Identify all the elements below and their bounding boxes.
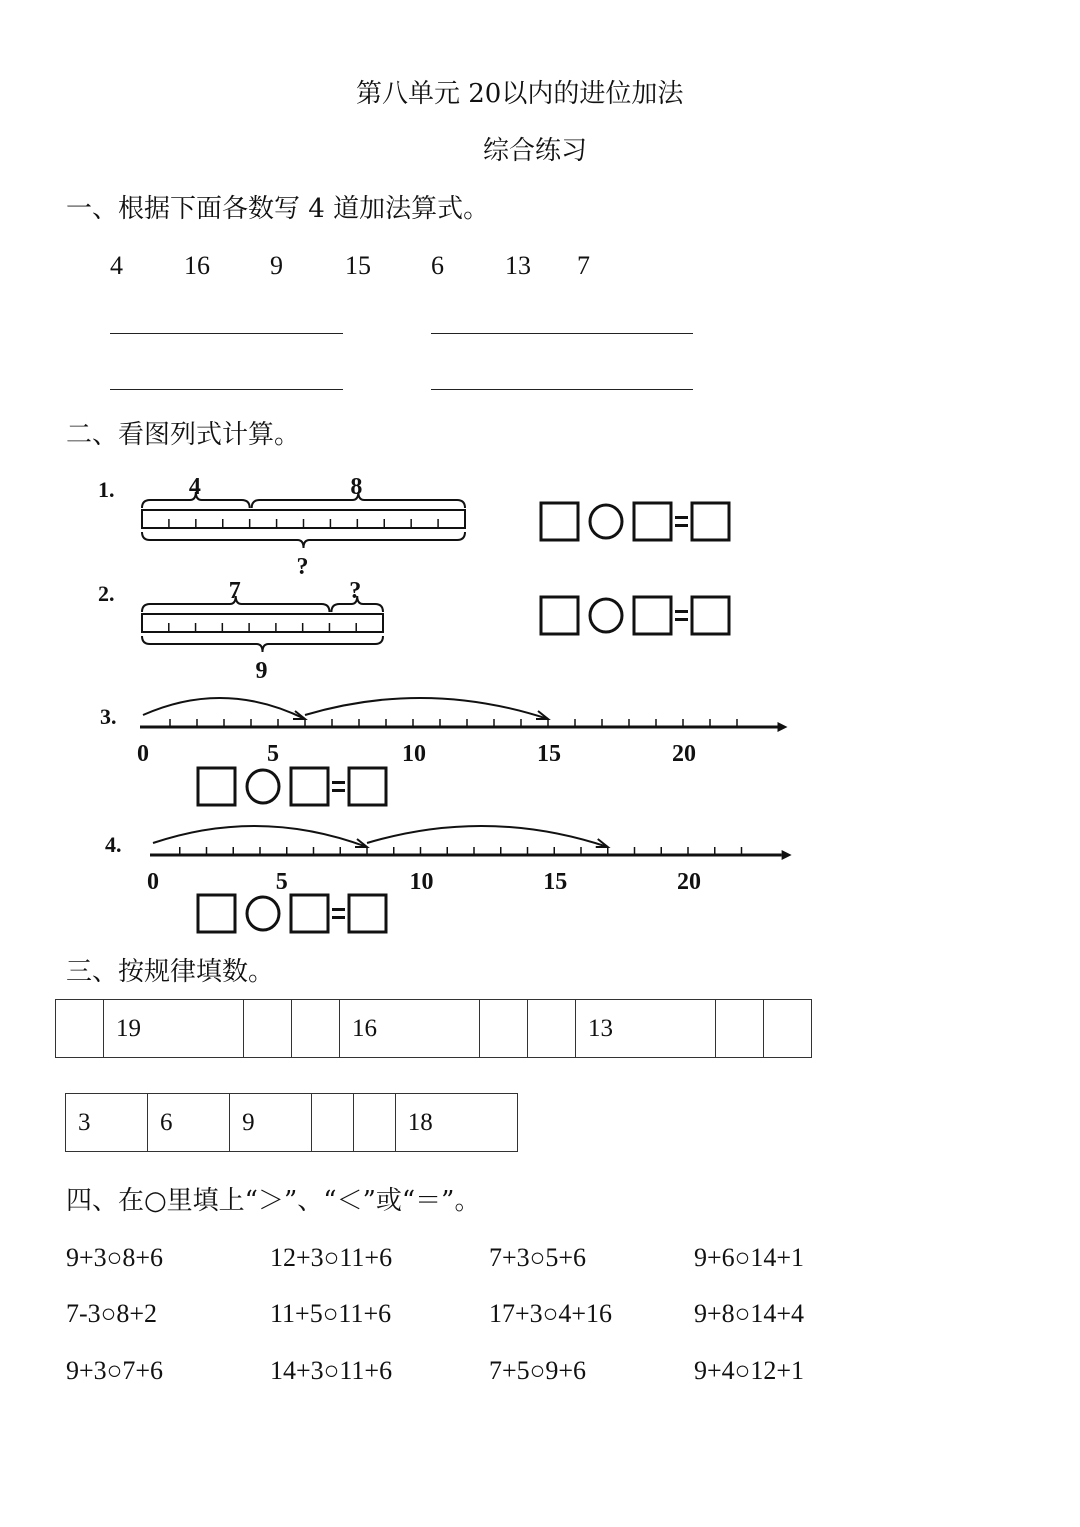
jump-arc bbox=[305, 698, 548, 719]
answer-box bbox=[349, 768, 386, 805]
comparison-item[interactable]: 11+5○11+6 bbox=[270, 1299, 392, 1328]
pattern-cell: 18 bbox=[395, 1094, 517, 1152]
answer-box bbox=[291, 768, 328, 805]
pattern-cell[interactable] bbox=[528, 1000, 576, 1058]
tick-label: 20 bbox=[672, 741, 696, 767]
jump-arc bbox=[153, 826, 367, 847]
given-number: 6 bbox=[431, 251, 444, 280]
part-label: 7 bbox=[228, 578, 241, 604]
section4-heading: 四、在○里填上“＞”、“＜”或“＝”。 bbox=[66, 1186, 481, 1216]
comparison-item[interactable]: 12+3○11+6 bbox=[270, 1243, 393, 1272]
operator-circle bbox=[590, 505, 622, 538]
problem-number: 2. bbox=[98, 581, 115, 606]
comparison-item[interactable]: 7+3○5+6 bbox=[489, 1243, 587, 1272]
operator-circle bbox=[247, 897, 279, 930]
pattern-cell[interactable] bbox=[764, 1000, 812, 1058]
comparison-item[interactable]: 9+8○14+4 bbox=[694, 1299, 805, 1328]
comparison-item[interactable]: 17+3○4+16 bbox=[489, 1299, 613, 1328]
operator-circle bbox=[247, 770, 279, 803]
pattern-cell: 3 bbox=[66, 1094, 148, 1152]
pattern-table-1 bbox=[55, 999, 812, 1058]
tick-label: 10 bbox=[409, 869, 434, 895]
pattern-cell[interactable] bbox=[480, 1000, 528, 1058]
tick-label: 0 bbox=[137, 741, 149, 767]
arrow-head bbox=[778, 722, 788, 732]
pattern-cell: 6 bbox=[148, 1094, 230, 1152]
page-title: 第八单元 20以内的进位加法 bbox=[356, 79, 684, 109]
arrow-head bbox=[782, 850, 792, 860]
jump-arc bbox=[143, 698, 305, 719]
given-number: 9 bbox=[270, 251, 283, 280]
tick-label: 5 bbox=[267, 741, 279, 767]
answer-box bbox=[198, 768, 235, 805]
answer-box bbox=[291, 895, 328, 932]
section1-heading: 一、根据下面各数写 4 道加法算式。 bbox=[66, 194, 490, 224]
pattern-cell: 19 bbox=[103, 1000, 243, 1058]
segment-bar bbox=[142, 614, 383, 632]
comparison-item[interactable]: 9+3○8+6 bbox=[66, 1243, 164, 1272]
total-brace bbox=[142, 532, 465, 548]
problem-number: 4. bbox=[105, 832, 122, 857]
pattern-cell[interactable] bbox=[353, 1094, 395, 1152]
comparison-item[interactable]: 14+3○11+6 bbox=[270, 1356, 393, 1385]
comparison-item[interactable]: 7-3○8+2 bbox=[66, 1299, 158, 1328]
answer-box bbox=[634, 503, 671, 540]
tick-label: 5 bbox=[275, 869, 288, 895]
jump-arc bbox=[367, 826, 608, 847]
pattern-cell[interactable] bbox=[56, 1000, 104, 1058]
page-subtitle: 综合练习 bbox=[483, 136, 588, 166]
tick-label: 15 bbox=[537, 741, 561, 767]
problem-number: 1. bbox=[98, 477, 115, 502]
tick-label: 0 bbox=[147, 869, 159, 895]
pattern-cell: 13 bbox=[575, 1000, 715, 1058]
section3-heading: 三、按规律填数。 bbox=[66, 957, 275, 987]
given-number: 16 bbox=[184, 251, 210, 280]
answer-box bbox=[349, 895, 386, 932]
pattern-cell[interactable] bbox=[312, 1094, 354, 1152]
tick-label: 15 bbox=[543, 869, 568, 895]
pattern-cell[interactable] bbox=[244, 1000, 292, 1058]
given-number: 13 bbox=[505, 251, 531, 280]
answer-box bbox=[692, 597, 729, 634]
part-label: 8 bbox=[350, 474, 363, 500]
pattern-table-2 bbox=[65, 1093, 518, 1152]
total-label: 9 bbox=[255, 658, 268, 684]
comparison-item[interactable]: 7+5○9+6 bbox=[489, 1356, 587, 1385]
total-label: ? bbox=[296, 554, 309, 580]
part-label: ? bbox=[349, 578, 362, 604]
comparison-item[interactable]: 9+6○14+1 bbox=[694, 1243, 805, 1272]
pattern-cell[interactable] bbox=[716, 1000, 764, 1058]
given-number: 4 bbox=[110, 251, 123, 280]
comparison-item[interactable]: 9+3○7+6 bbox=[66, 1356, 164, 1385]
given-number: 15 bbox=[345, 251, 371, 280]
comparison-item[interactable]: 9+4○12+1 bbox=[694, 1356, 805, 1385]
problem-number: 3. bbox=[100, 704, 117, 729]
answer-box bbox=[692, 503, 729, 540]
section2-heading: 二、看图列式计算。 bbox=[66, 420, 301, 450]
part-label: 4 bbox=[188, 474, 201, 500]
answer-box bbox=[198, 895, 235, 932]
tick-label: 10 bbox=[402, 741, 426, 767]
tick-label: 20 bbox=[677, 869, 701, 895]
operator-circle bbox=[590, 599, 622, 632]
answer-box bbox=[634, 597, 671, 634]
pattern-cell: 9 bbox=[230, 1094, 312, 1152]
answer-box bbox=[541, 503, 578, 540]
answer-box bbox=[541, 597, 578, 634]
total-brace bbox=[142, 636, 383, 652]
pattern-cell: 16 bbox=[339, 1000, 479, 1058]
given-number: 7 bbox=[577, 251, 590, 280]
pattern-cell[interactable] bbox=[292, 1000, 340, 1058]
